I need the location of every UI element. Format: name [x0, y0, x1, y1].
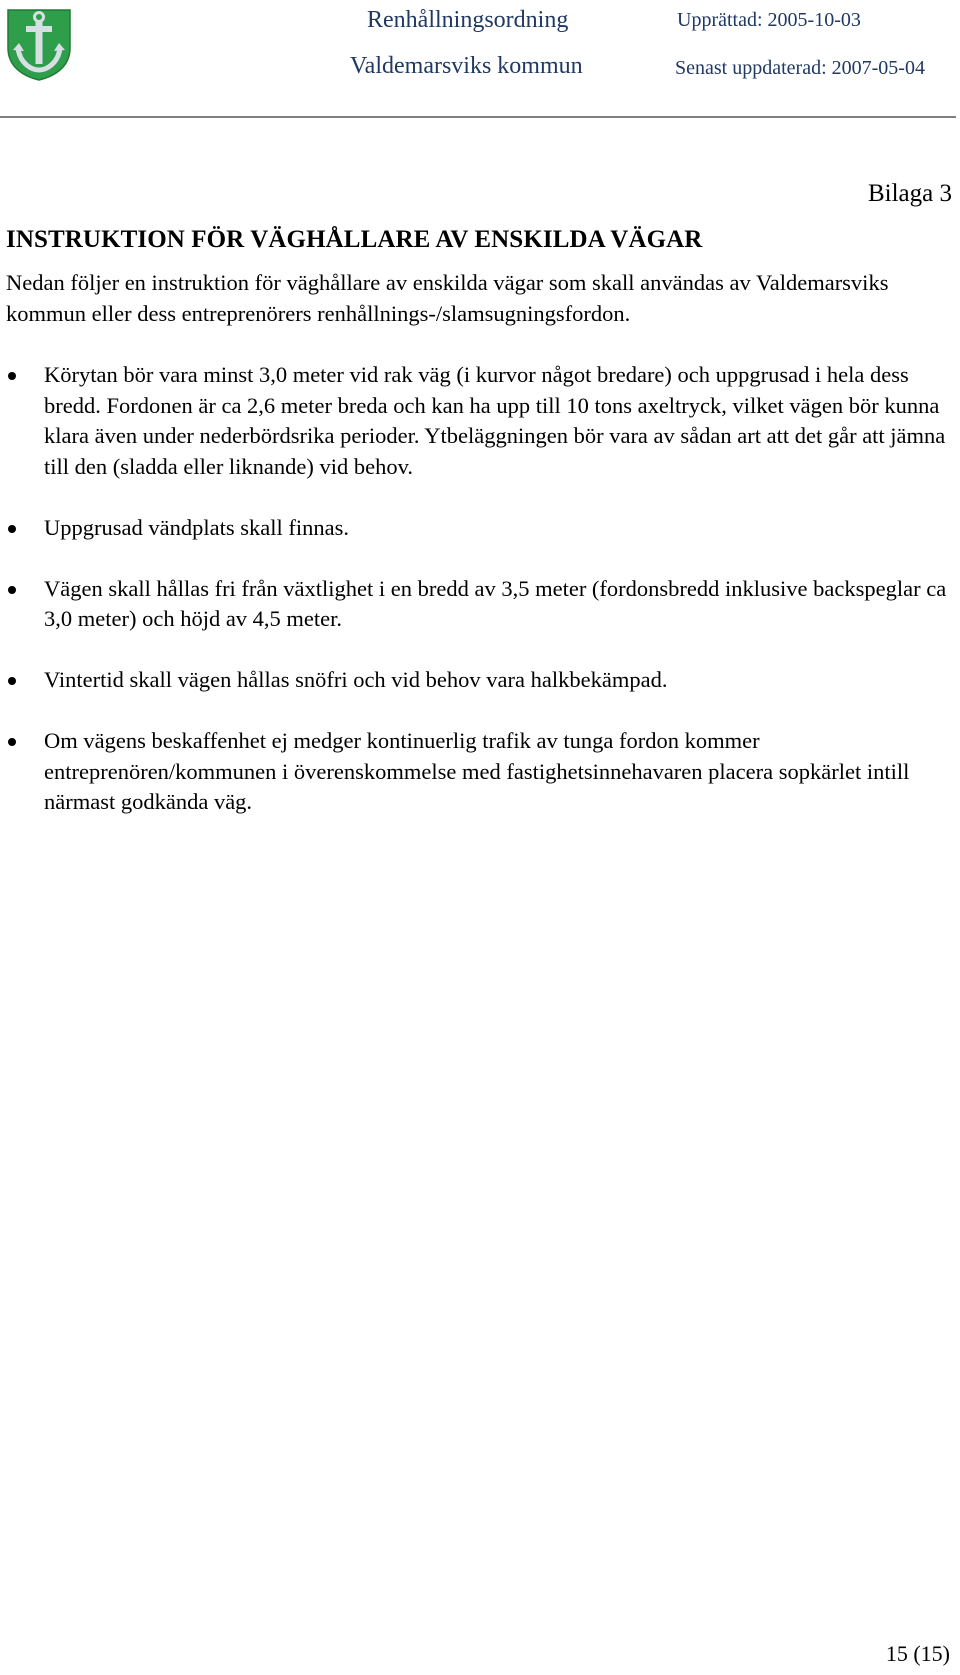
document-title: Renhållningsordning	[367, 7, 569, 33]
header-divider	[0, 116, 956, 118]
list-item	[0, 574, 952, 635]
created-date: Upprättad: 2005-10-03	[677, 9, 861, 31]
page-number: 15 (15)	[885, 1641, 950, 1666]
list-item	[0, 726, 952, 818]
bullet-icon	[8, 586, 16, 594]
page-header	[0, 0, 960, 120]
list-item-text: Uppgrusad vändplats skall finnas.	[44, 514, 349, 540]
bullet-icon	[8, 677, 16, 685]
municipality-name: Valdemarsviks kommun	[350, 53, 583, 79]
section-heading: INSTRUKTION FÖR VÄGHÅLLARE AV ENSKILDA VÄGAR	[6, 226, 703, 253]
appendix-label: Bilaga 3	[867, 180, 952, 207]
list-item-text: Vägen skall hållas fri från växtlighet i en bredd av 3,5 meter (fordonsbredd inklusive backspeglar ca 3,0 meter) och höjd av 4,5 meter.	[44, 575, 947, 631]
updated-date: Senast uppdaterad: 2007-05-04	[675, 57, 925, 79]
intro-paragraph: Nedan följer en instruktion för väghållare av enskilda vägar som skall användas av Valdemarsviks kommun eller dess entreprenörers renhållnings-/slamsugningsfordon.	[6, 270, 889, 326]
list-item	[0, 360, 952, 482]
list-item-text: Körytan bör vara minst 3,0 meter vid rak väg (i kurvor något bredare) och uppgrusad i hela dess bredd. Fordonen är ca 2,6 meter breda och kan ha upp till 10 tons axeltryck, vilket vägen bör kunna klara även under nederbördsrika perioder. Ytbeläggningen bör vara av sådan art att det går att jämna till den (sladda eller liknande) vid behov.	[44, 362, 946, 479]
anchor-coat-of-arms-icon	[6, 8, 72, 82]
bullet-icon	[8, 738, 16, 746]
list-item	[0, 665, 952, 696]
instruction-list	[0, 360, 960, 848]
bullet-icon	[8, 525, 16, 533]
list-item-text: Vintertid skall vägen hållas snöfri och vid behov vara halkbekämpad.	[44, 667, 668, 692]
bullet-icon	[8, 372, 16, 380]
list-item	[0, 513, 952, 544]
list-item-text: Om vägens beskaffenhet ej medger kontinuerlig trafik av tunga fordon kommer entreprenören/kommunen i överenskommelse med fastighetsinnehavaren placera sopkärlet intill närmast godkända väg.	[44, 728, 910, 814]
